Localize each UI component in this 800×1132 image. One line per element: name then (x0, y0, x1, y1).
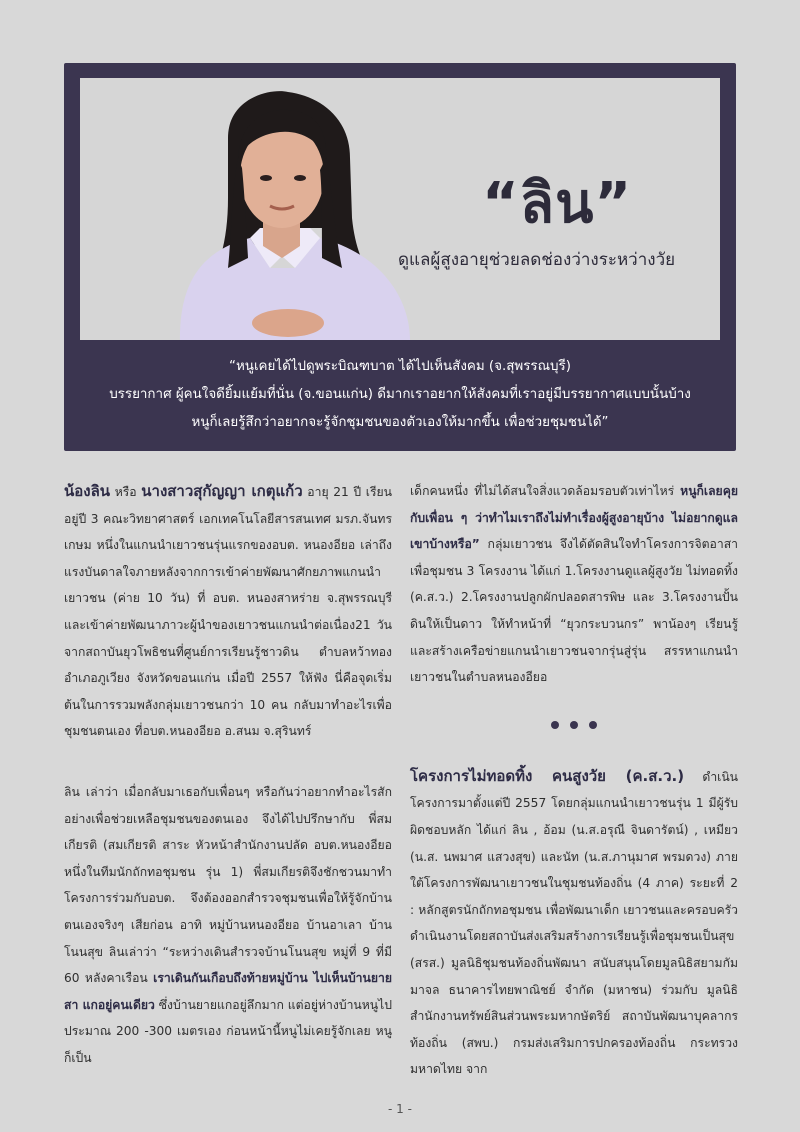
photo-panel (80, 78, 720, 340)
body-text: กลุ่มเยาวชน จึงได้ตัดสินใจทำโครงการจิตอาสาเพื่อชุมชน 3 โครงงาน ได้แก่ 1.โครงงานดูแลผู้สูงวัย ไม่ทอดทิ้ง (ค.ส.ว.) 2.โครงงานปลูกผักปลอดสารพิษ และ 3.โครงงานปั้นดินให้เป็นดาว ให้ทำหน้าที่ “ยุวกระบวนกร” พาน้องๆ เรียนรู้และสร้างเครือข่ายแกนนำเยาวชนจากรุ่นสู่รุ่น สรรหาแกนนำเยาวชนในตำบลหนองอียอ (410, 537, 738, 685)
profile-name-title: “ลิน” (482, 171, 633, 236)
project-name: โครงการไม่ทอดทิ้ง คนสูงวัย (ค.ส.ว.) (410, 766, 685, 785)
header-quote (80, 353, 720, 437)
divider-dot (551, 721, 559, 729)
body-text: อายุ 21 ปี เรียนอยู่ปี 3 คณะวิทยาศาสตร์ เอกเทคโนโลยีสารสนเทศ มรภ.จันทรเกษม หนึ่งในแกนนำเยาวชนรุ่นแรกของอบต. หนองอียอ เล่าถึงแรงบันดาลใจภายหลังจากการเข้าค่ายพัฒนาศักยภาพแกนนำเยาวชน (ค่าย 10 วัน) ที่ อบต. หนองสาหร่าย จ.สุพรรณบุรี และเข้าค่ายพัฒนาภาวะผู้นำของเยาวชนแกนนำต่อเนื่อง21 วัน จากสถาบันยุวโพธิชนที่ศูนย์การเรียนรู้ชาวดิน ตำบลหว้าทอง อำเภอภูเวียง จังหวัดขอนแก่น เมื่อปี 2557 ให้ฟัง นี่คือจุดเริ่มต้นในการรวมพลังกลุ่มเยาวชนกว่า 10 คน กลับมาทำอะไรเพื่อชุมชนตนเอง ที่อบต.หนองอียอ อ.สนม จ.สุรินทร์ (64, 485, 392, 739)
story-paragraph (64, 779, 392, 1072)
paragraph-gap (64, 745, 392, 779)
body-text: หรือ (110, 485, 142, 499)
body-text: เด็กคนหนึ่ง ที่ไม่ได้สนใจสิ่งแวดล้อมรอบตัวเท่าไหร่ (410, 484, 681, 498)
quote-line: หนูก็เลยรู้สึกว่าอยากจะรู้จักชุมชนของตัวเองให้มากขึ้น เพื่อช่วยชุมชนได้” (191, 415, 609, 430)
page-number: - 1 - (388, 1102, 412, 1116)
highlight-text: หนูก็เลยคุยกับเพื่อน ๆ ว่าทำไมเราถึงไม่ทำเรื่องผู้สูงอายุบ้าง ไม่อยากดูแลเขาบ้างหรือ” (410, 484, 738, 552)
intro-paragraph (64, 478, 392, 745)
body-text: ลิน เล่าว่า เมื่อกลับมาเธอกับเพื่อนๆ หรือกันว่าอยากทำอะไรสักอย่างเพื่อช่วยเหลือชุมชนของตนเอง จึงได้ไปปรึกษากับ พี่สมเกียรติ (สมเกียรติ สาระ หัวหน้าสำนักงานปลัด อบต.หนองอียอ หนึ่งในทีมนักถักทอชุมชน รุ่น 1) พี่สมเกียรติจึงชักชวนมาทำโครงการร่วมกับอบต. จึงต้องออกสำรวจชุมชนเพื่อให้รู้จักบ้านตนเองจริงๆ เสียก่อน อาทิ หมู่บ้านหนองอียอ บ้านอาเลา บ้านโนนสุข ลินเล่าว่า “ระหว่างเดินสำรวจบ้านโนนสุข หมู่ที่ 9 ที่มี 60 หลังคาเรือน (64, 784, 392, 986)
divider-dot (589, 721, 597, 729)
section-divider-dots (410, 721, 738, 729)
portrait-photo (120, 78, 440, 340)
profile-subtitle: ดูแลผู้สูงอายุช่วยลดช่องว่างระหว่างวัย (398, 250, 676, 270)
right-column (410, 478, 738, 1083)
body-text: ซึ่งบ้านยายแกอยู่ลึกมาก แต่อยู่ห่างบ้านหนูไปประมาณ 200 -300 เมตรเอง ก่อนหน้านี้หนูไม่เคยรู้จักเลย หนูก็เป็น (64, 997, 392, 1065)
quote-line: บรรยากาศ ผู้คนใจดียิ้มแย้มที่นั่น (จ.ขอนแก่น) ดีมากเราอยากให้สังคมที่เราอยู่มีบรรยากาศแบบนั้นบ้าง (109, 387, 691, 402)
full-name: นางสาวสุกัญญา เกตุแก้ว (141, 482, 303, 500)
nickname: น้องลิน (64, 482, 111, 500)
left-column (64, 478, 392, 1071)
quote-line: “หนูเคยได้ไปดูพระบิณฑบาต ได้ไปเห็นสังคม (จ.สุพรรณบุรี) (229, 359, 571, 374)
divider-dot (570, 721, 578, 729)
body-text: ดำเนินโครงการมาตั้งแต่ปี 2557 โดยกลุ่มแกนนำเยาวชนรุ่น 1 มีผู้รับผิดชอบหลัก ได้แก่ ลิน , อ้อม (น.ส.อรุณี จินดารัตน์) , เหมียว (น.ส. นพมาศ แสวงสุข) และนัท (น.ส.ภานุมาศ พรมดวง) ภายใต้โครงการพัฒนาเยาวชนในชุมชนท้องถิ่น (4 ภาค) ระยะที่ 2 : หลักสูตรนักถักทอชุมชน เพื่อพัฒนาเด็ก เยาวชนและครอบครัว ดำเนินงานโดยสถาบันส่งเสริมสร้างการเรียนรู้เพื่อชุมชนเป็นสุข (สรส.) มูลนิธิชุมชนท้องถิ่นพัฒนา สนับสนุนโดยมูลนิธิสยามกัมมาจล ธนาคารไทยพาณิชย์ จำกัด (มหาชน) ร่วมกับ มูลนิธิสำนักงานทรัพย์สินส่วนพระมหากษัตริย์ สถาบันพัฒนาบุคลากรท้องถิ่น (สพบ.) กรมส่งเสริมการปกครองท้องถิ่น กระทรวงมหาดไทย จาก (410, 769, 738, 1077)
highlight-text: เราเดินกันเกือบถึงท้ายหมู่บ้าน ไปเห็นบ้านยายสา แกอยู่คนเดียว (64, 971, 392, 1012)
header-box (64, 63, 736, 451)
story-continued-paragraph (410, 478, 738, 691)
project-paragraph (410, 763, 738, 1083)
